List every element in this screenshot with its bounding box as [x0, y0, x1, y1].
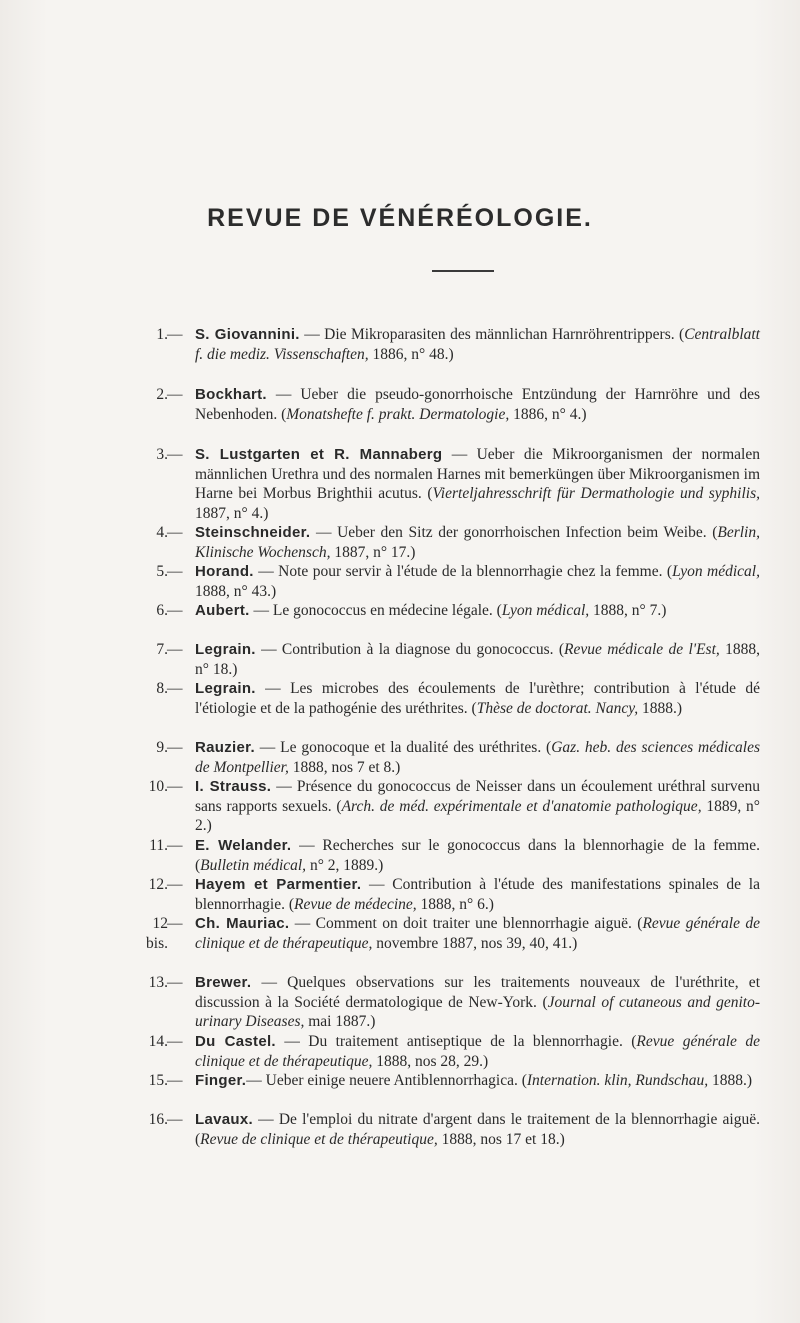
item-author: Lavaux.: [195, 1111, 253, 1128]
item-author: Legrain.: [195, 641, 256, 658]
item-tail: 1888, n° 18.): [195, 641, 760, 678]
item-tail: 1888, nos 17 et 18.): [437, 1130, 565, 1148]
item-source: Revue générale de clinique et de thérapeutique,: [195, 915, 760, 952]
item-number: 13.: [148, 974, 168, 991]
item-source: Revue de clinique et de thérapeutique,: [200, 1130, 438, 1148]
item-tail: 1886, n° 48.): [368, 345, 454, 363]
item-dash: —: [167, 837, 183, 854]
list-item: [128, 875, 760, 914]
item-tail: 1888, n° 43.): [195, 582, 277, 600]
item-dash: —: [167, 326, 183, 343]
list-item: [128, 738, 760, 777]
page-title: REVUE DE VÉNÉRÉOLOGIE.: [207, 204, 593, 232]
item-number: 14.: [148, 1033, 168, 1050]
item-source: Monatshefte f. prakt. Dermatologie,: [286, 405, 510, 423]
item-tail: 1887, n° 17.): [330, 543, 416, 561]
list-item: [128, 914, 760, 973]
list-item: [128, 1032, 760, 1071]
item-source: Journal of cutaneous and genito-urinary Diseases,: [195, 993, 760, 1031]
item-number: 9.: [156, 739, 168, 756]
item-text: — Contribution à l'étude des manifestations spinales de la blennorrhagie. (: [195, 876, 760, 913]
item-source: Revue de médecine,: [294, 895, 417, 913]
item-source: Bulletin médical,: [200, 856, 307, 874]
item-author: Rauzier.: [195, 739, 255, 756]
item-text: — Ueber einige neuere Antiblennorrhagica. (: [246, 1072, 527, 1089]
item-tail: 1888.): [638, 699, 683, 717]
list-item: [128, 836, 760, 875]
item-author: S. Lustgarten et R. Mannaberg: [195, 446, 443, 463]
item-author: Ch. Mauriac.: [195, 915, 290, 932]
item-tail: 1888, n° 7.): [589, 602, 667, 619]
item-number: 4.: [156, 524, 168, 541]
item-author: Horand.: [195, 563, 254, 580]
list-item: [128, 325, 760, 385]
item-author: Hayem et Parmentier.: [195, 876, 362, 893]
list-item: [128, 777, 760, 836]
item-author: Aubert.: [195, 602, 250, 619]
item-text: — Comment on doit traiter une blennorrhagie aiguë. (: [289, 915, 643, 932]
item-source: Revue médicale de l'Est,: [564, 641, 720, 658]
item-number: 1.: [156, 326, 168, 343]
item-number: 15.: [148, 1072, 168, 1089]
item-number: 10.: [148, 778, 168, 795]
item-dash: —: [167, 974, 183, 991]
item-source: Arch. de méd. expérimentale et d'anatomie pathologique,: [341, 797, 702, 815]
item-text: — Les microbes des écoulements de l'urèthre; contribution à l'étude dé l'étiologie et de la pathogénie des uréthrites. (: [195, 680, 760, 717]
item-dash: —: [167, 446, 183, 463]
item-source: Centralblatt f. die mediz. Vissenschaften,: [195, 326, 760, 363]
item-source: Gaz. heb. des sciences médicales de Montpellier,: [195, 739, 760, 776]
item-text: — De l'emploi du nitrate d'argent dans le traitement de la blennorrhagie aiguë. (: [195, 1111, 760, 1148]
item-tail: mai 1887.): [304, 1013, 376, 1031]
item-tail: 1888, n° 6.): [416, 895, 494, 913]
item-text: — Le gonococcus en médecine légale. (: [249, 602, 502, 619]
item-author: Bockhart.: [195, 386, 267, 403]
item-author: Du Castel.: [195, 1033, 276, 1050]
item-text: — Ueber die Mikroorganismen der normalen männlichen Urethra und des normalen Harnes mit bemerküngen über Mikroorganismen im Harne bei Morbus Brighthii acutus. (: [195, 446, 760, 503]
item-text: — Présence du gonococcus de Neisser dans un écoulement uréthral survenu sans rapports sexuels. (: [195, 778, 760, 815]
item-tail: 1887, n° 4.): [195, 504, 269, 522]
item-source: Internation. klin, Rundschau,: [526, 1072, 709, 1089]
title-rule: [432, 270, 494, 272]
item-text: — Quelques observations sur les traitements nouveaux de l'uréthrite, et discussion à la Société dermatologique de New-York. (: [195, 974, 760, 1011]
list-item: [128, 973, 760, 1032]
list-item: [128, 601, 760, 640]
item-number: 11.: [149, 837, 168, 854]
item-dash: —: [167, 739, 183, 756]
item-dash: —: [167, 778, 183, 795]
list-item: [128, 1110, 760, 1169]
item-author: Steinschneider.: [195, 524, 311, 541]
item-dash: —: [167, 563, 183, 580]
item-text: — Du traitement antiseptique de la blennorrhagie. (: [275, 1033, 637, 1050]
item-author: I. Strauss.: [195, 778, 272, 795]
item-dash: —: [167, 602, 183, 619]
reference-list: [128, 325, 760, 1169]
item-number: 3.: [156, 446, 168, 463]
item-source: Thèse de doctorat. Nancy,: [476, 699, 639, 717]
item-dash: —: [167, 641, 183, 658]
item-author: Brewer.: [195, 974, 252, 991]
item-source: Vierteljahresschrift für Dermathologie und syphilis,: [432, 485, 760, 503]
item-number: 7.: [156, 641, 168, 658]
item-number: 12.: [148, 876, 168, 893]
item-source: Lyon médical,: [501, 602, 590, 619]
list-item: [128, 385, 760, 445]
list-item: [128, 445, 760, 523]
list-item: [128, 679, 760, 738]
item-tail: 1888.): [708, 1072, 753, 1089]
item-dash: —: [167, 1072, 183, 1089]
item-text: — Recherches sur le gonococcus dans la blennorhagie de la femme. (: [195, 837, 760, 874]
item-dash: —: [167, 680, 183, 697]
list-item: [128, 523, 760, 562]
item-dash: —: [167, 1033, 183, 1050]
item-author: Finger.: [195, 1072, 247, 1089]
item-dash: —: [167, 915, 183, 932]
item-tail: 1888, nos 28, 29.): [372, 1052, 489, 1070]
item-dash: —: [167, 876, 183, 893]
item-tail: 1889, n° 2.): [195, 797, 761, 835]
item-dash: —: [167, 386, 183, 403]
item-author: S. Giovannini.: [195, 326, 300, 343]
item-tail: 1886, n° 4.): [509, 405, 587, 423]
item-text: — Note pour servir à l'étude de la blennorrhagie chez la femme. (: [253, 563, 673, 580]
item-tail: novembre 1887, nos 39, 40, 41.): [372, 934, 578, 952]
list-item: [128, 562, 760, 601]
item-text: — Die Mikroparasiten des männlichan Harnröhrentrippers. (: [299, 326, 685, 343]
item-source: Revue générale de clinique et de thérapeutique,: [195, 1033, 760, 1070]
item-text: — Le gonocoque et la dualité des uréthrites. (: [254, 739, 552, 756]
item-number: 2.: [156, 386, 168, 403]
item-text: — Ueber den Sitz der gonorrhoischen Infection beim Weibe. (: [310, 524, 718, 541]
item-number: 8.: [156, 680, 168, 697]
item-number: 6.: [156, 602, 168, 619]
list-item: [128, 640, 760, 679]
item-number: 5.: [156, 563, 168, 580]
item-dash: —: [167, 1111, 183, 1128]
item-source: Lyon médical,: [672, 563, 760, 580]
item-number: 12 bis.: [146, 915, 168, 952]
item-tail: n° 2, 1889.): [306, 856, 384, 874]
list-item: [128, 1071, 760, 1110]
item-number: 16.: [148, 1111, 168, 1128]
item-author: E. Welander.: [195, 837, 292, 854]
item-source: Berlin, Klinische Wochensch,: [195, 524, 760, 561]
item-text: — Contribution à la diagnose du gonococcus. (: [255, 641, 565, 658]
item-text: — Ueber die pseudo-gonorrhoische Entzündung der Harnröhre und des Nebenhoden. (: [195, 386, 760, 423]
item-author: Legrain.: [195, 680, 256, 697]
item-tail: 1888, nos 7 et 8.): [288, 758, 401, 776]
item-dash: —: [167, 524, 183, 541]
